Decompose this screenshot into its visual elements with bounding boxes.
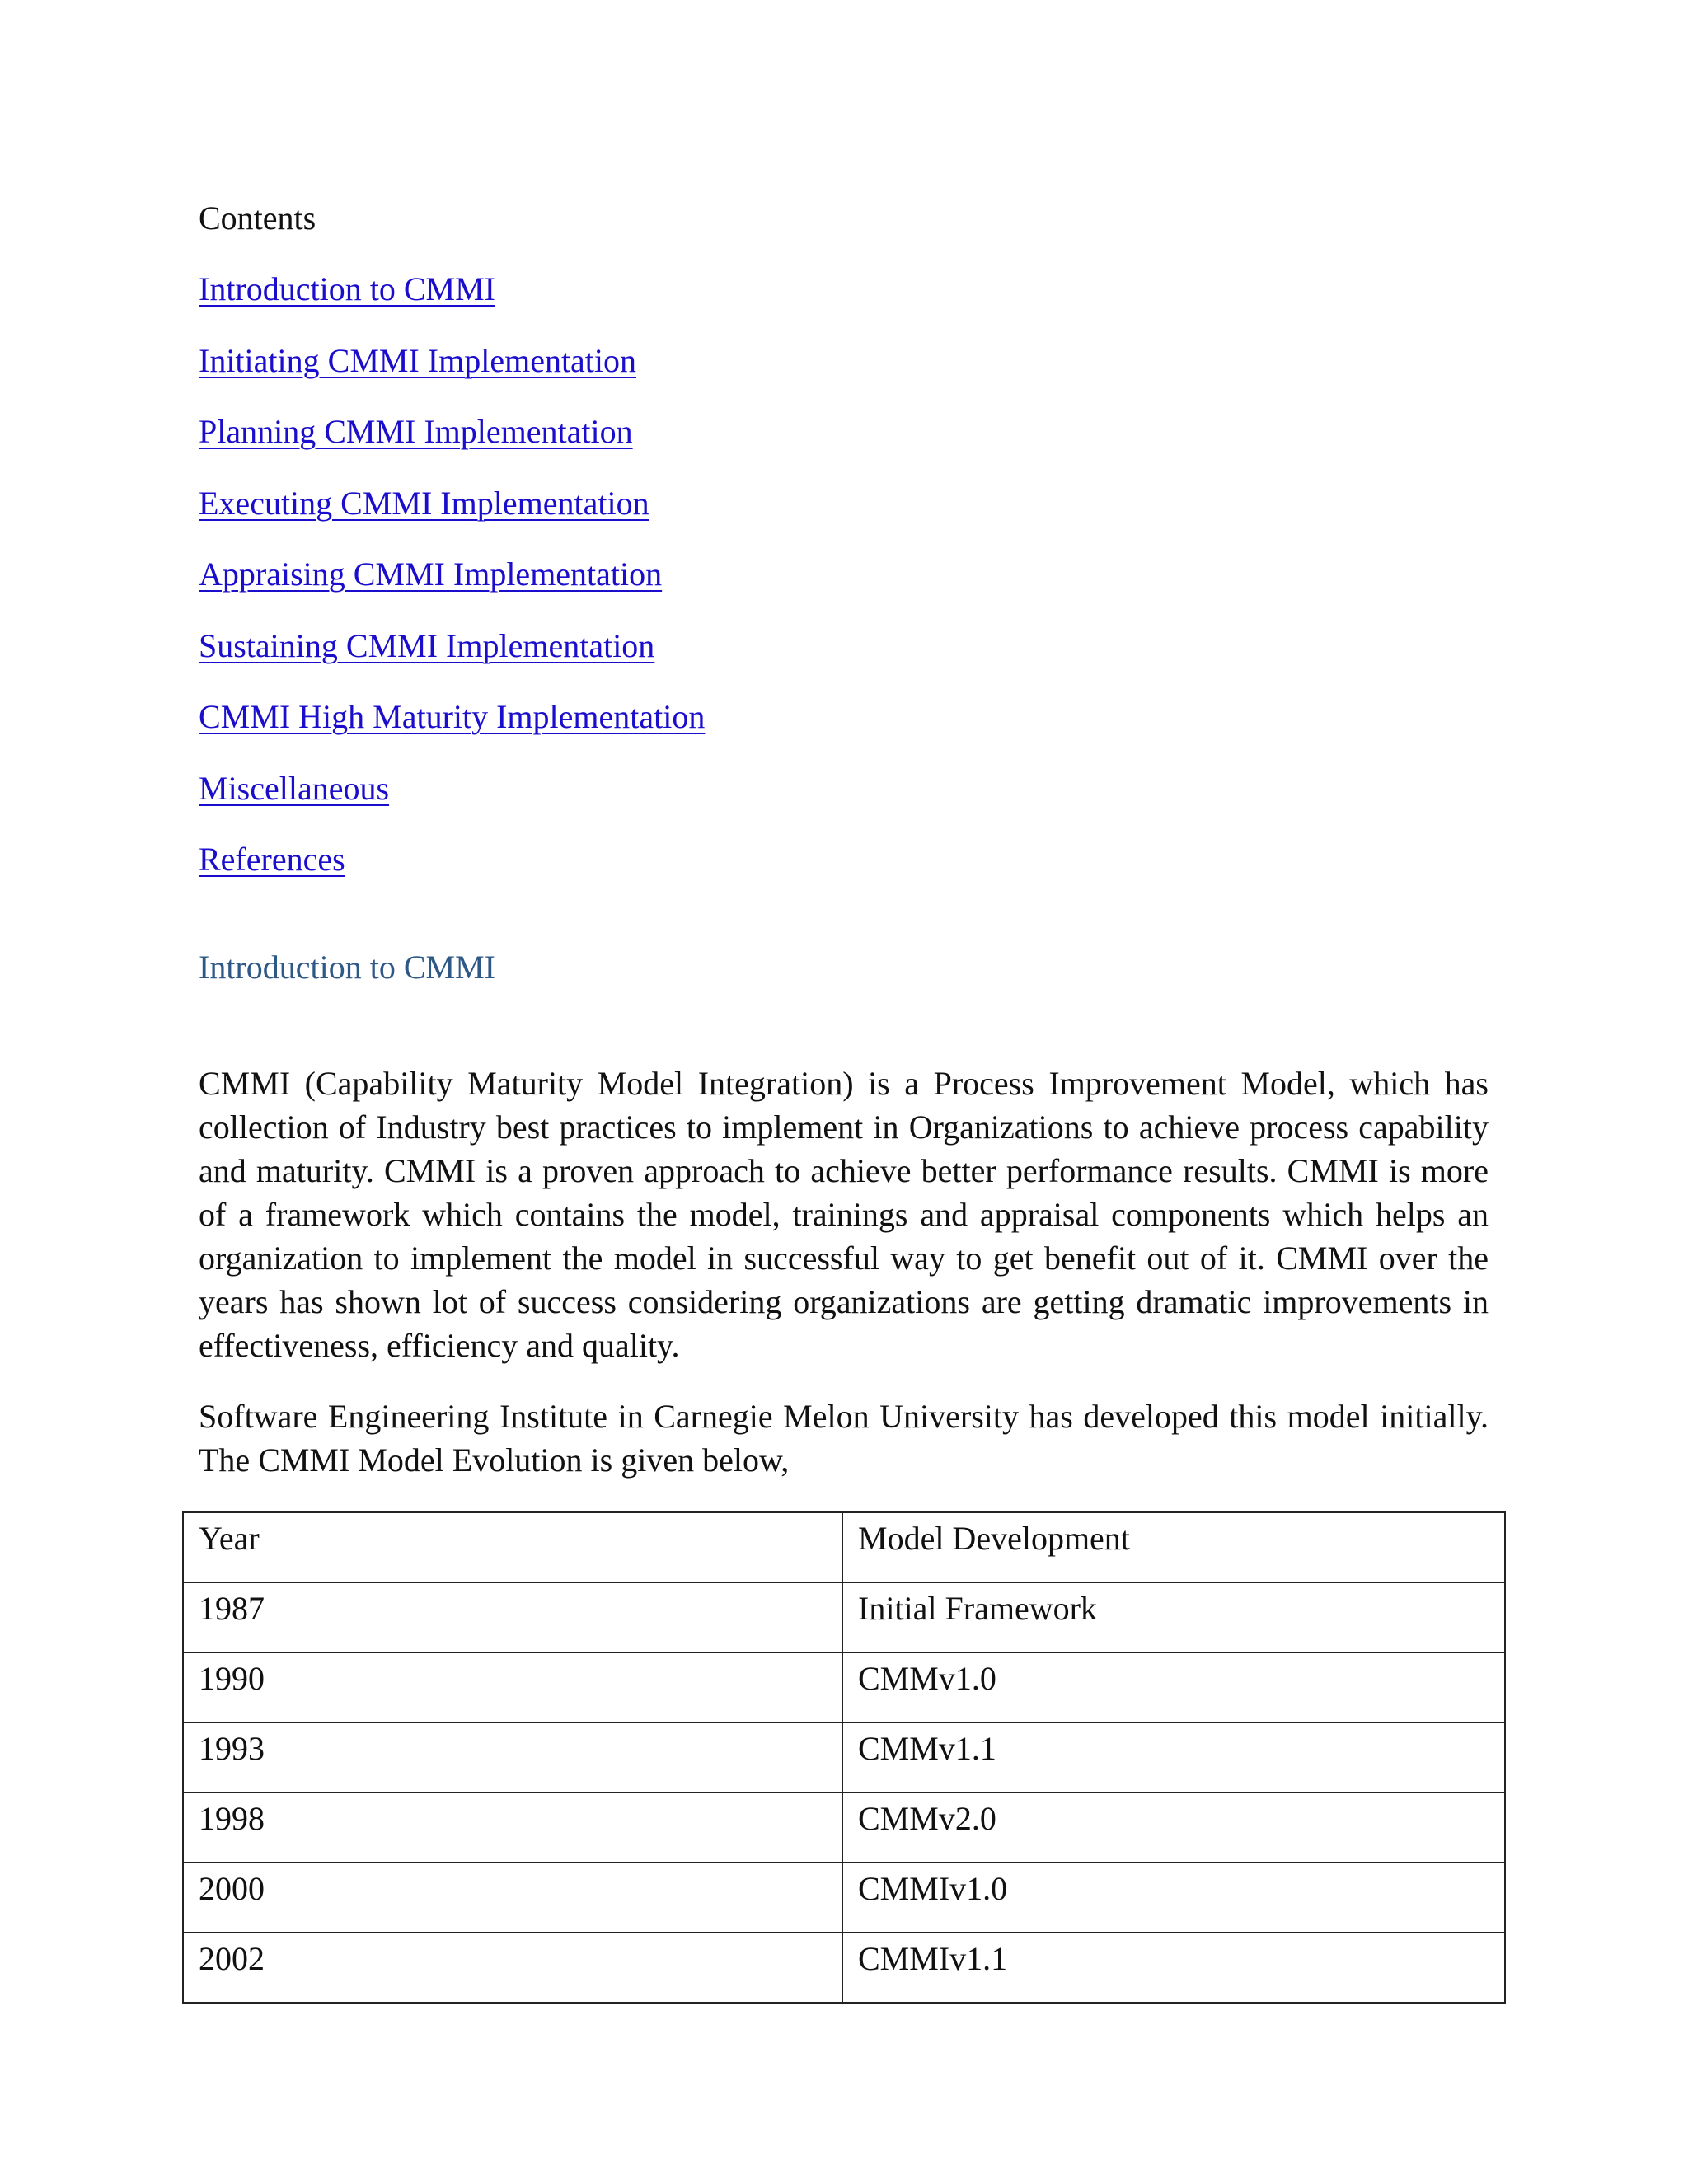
model-cell: CMMIv1.1 bbox=[842, 1933, 1505, 2003]
toc-item bbox=[199, 839, 705, 911]
section-heading: Introduction to CMMI bbox=[199, 949, 495, 986]
year-cell: 1987 bbox=[183, 1582, 842, 1652]
table-row bbox=[183, 1793, 1505, 1863]
toc-item bbox=[199, 554, 705, 626]
toc-link-miscellaneous[interactable]: Miscellaneous bbox=[199, 769, 390, 807]
toc-link-introduction[interactable]: Introduction to CMMI bbox=[199, 270, 495, 307]
toc-item bbox=[199, 269, 705, 340]
table-row bbox=[183, 1933, 1505, 2003]
toc-link-high-maturity[interactable]: CMMI High Maturity Implementation bbox=[199, 698, 706, 735]
table-row bbox=[183, 1582, 1505, 1652]
year-cell: 1990 bbox=[183, 1652, 842, 1722]
year-cell: 2000 bbox=[183, 1863, 842, 1933]
year-cell: 1993 bbox=[183, 1722, 842, 1793]
table-row bbox=[183, 1652, 1505, 1722]
toc-link-planning[interactable]: Planning CMMI Implementation bbox=[199, 413, 633, 450]
toc-item bbox=[199, 768, 705, 840]
toc-link-appraising[interactable]: Appraising CMMI Implementation bbox=[199, 555, 663, 593]
year-cell: 1998 bbox=[183, 1793, 842, 1863]
toc-title: Contents bbox=[199, 199, 316, 237]
toc-item bbox=[199, 340, 705, 412]
toc-item bbox=[199, 411, 705, 483]
header-cell-model-development: Model Development bbox=[842, 1512, 1505, 1582]
toc-link-references[interactable]: References bbox=[199, 841, 345, 878]
model-cell: CMMv2.0 bbox=[842, 1793, 1505, 1863]
year-cell: 2002 bbox=[183, 1933, 842, 2003]
table-of-contents bbox=[199, 269, 705, 911]
toc-item bbox=[199, 626, 705, 697]
intro-paragraph: CMMI (Capability Maturity Model Integration) is a Process Improvement Model, which has collection of Industry best practices to implement in Organizations to achieve process capability and maturity. CMMI is a proven approach to achieve better performance results. CMMI is more of a framework which contains the model, trainings and appraisal components which helps an organization to implement the model in successful way to get benefit out of it. CMMI over the years has shown lot of success considering organizations are getting dramatic improvements in effectiveness, efficiency and quality. bbox=[199, 1065, 1489, 1364]
table-row bbox=[183, 1863, 1505, 1933]
model-cell: Initial Framework bbox=[842, 1582, 1505, 1652]
model-evolution-table bbox=[182, 1511, 1506, 2004]
toc-link-executing[interactable]: Executing CMMI Implementation bbox=[199, 484, 649, 522]
toc-link-sustaining[interactable]: Sustaining CMMI Implementation bbox=[199, 626, 655, 664]
header-cell-year: Year bbox=[183, 1512, 842, 1582]
model-cell: CMMIv1.0 bbox=[842, 1863, 1505, 1933]
toc-item bbox=[199, 696, 705, 768]
toc-item bbox=[199, 483, 705, 555]
table-header-row bbox=[183, 1512, 1505, 1582]
model-cell: CMMv1.1 bbox=[842, 1722, 1505, 1793]
table-row bbox=[183, 1722, 1505, 1793]
model-cell: CMMv1.0 bbox=[842, 1652, 1505, 1722]
evolution-paragraph: Software Engineering Institute in Carnegie Melon University has developed this model initially. The CMMI Model Evolution is given below, bbox=[199, 1398, 1489, 1479]
toc-link-initiating[interactable]: Initiating CMMI Implementation bbox=[199, 341, 637, 379]
